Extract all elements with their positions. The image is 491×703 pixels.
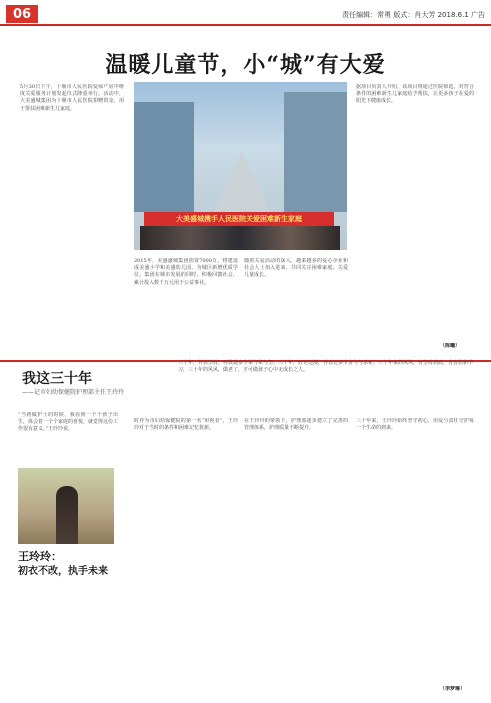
article1-photo [134,82,347,250]
article1-title: 温暖儿童节，小“城”有大爱 [105,52,386,78]
article2-col1: “当初做护士的时候，我看到一个个孩子出生，体会着一个个家庭的喜悦，就觉得这份工作很有意义。”王玲玲说。 [18,412,118,433]
photo-banner: 大美盛城携手人民医院关爱困难新生家庭 [144,212,334,226]
photo-building-left [134,102,194,212]
photo-building-right [284,92,347,212]
article1-col4: 据项目负责人介绍，该项目将通过医院筛选，对符合条件的困难新生儿家庭给予帮扶，让更多孩子在爱的阳光下健康成长。 [356,84,474,105]
article1-byline: （陈曦） [440,343,461,349]
article2-title: 我这三十年 [22,371,92,387]
photo-people [140,226,340,250]
page-number: 06 [6,5,38,23]
person-name: 王玲玲： [18,550,62,563]
article2-subtitle: ——记市妇幼保健院护理部主任王玲玲 [22,389,125,396]
article1-col2: 2015年，美盛盛城集团捐资7000万，将建设成美盛小学和美盛幼儿园，为城区新增优质学位。集团在城市发展的同时，积极回馈社会，累计投入数千万元用于公益事业。 [134,258,238,286]
person-subtitle: 初衣不改，执手未来 [18,566,108,577]
page-header [0,0,491,26]
page-meta: 责任编辑：常勇 版式：肖大芳 2018.6.1 广告 [342,11,485,19]
portrait-person [56,486,78,544]
article1-col1: 5月30日下午，十堰市人民医院爱保产房中维度关爱服务计划发起仪式隆重举行。活动中，大美盛城集团为十堰市人民医院捐赠资金，用于帮扶困难新生儿家庭。 [20,84,124,112]
portrait-photo [18,468,114,544]
article2-col2: 时作为市妇幼保健院的第一名“审视者”，王玲玲对于当时的条件和困难记忆犹新。 [134,418,238,432]
article2-col4: 三十年来，王玲玲始终坚守初心，用爱与责任守护每一个生命的到来。 [356,418,474,432]
article2-quote: 三十年，外表坚持，再教她多少荣与荣与坚；三十年，好老还漫，外表还多少舍与与求索。三十年来的风风，有坚持到底，有喜怒和学习，三十年的风风，做老了，才可做孩子心中无成长之人。 [178,360,474,373]
article2-col3: 在王玲玲的带领下，护理部逐步建立了完善的管理体系，护理质量不断提升。 [244,418,348,432]
article1-col3: 随着关爱活动的深入，越来越多的爱心企业和社会人士加入进来，共同关注困难家庭、关爱儿童成长。 [244,258,348,279]
article2-byline: （李梦琳） [440,686,466,692]
